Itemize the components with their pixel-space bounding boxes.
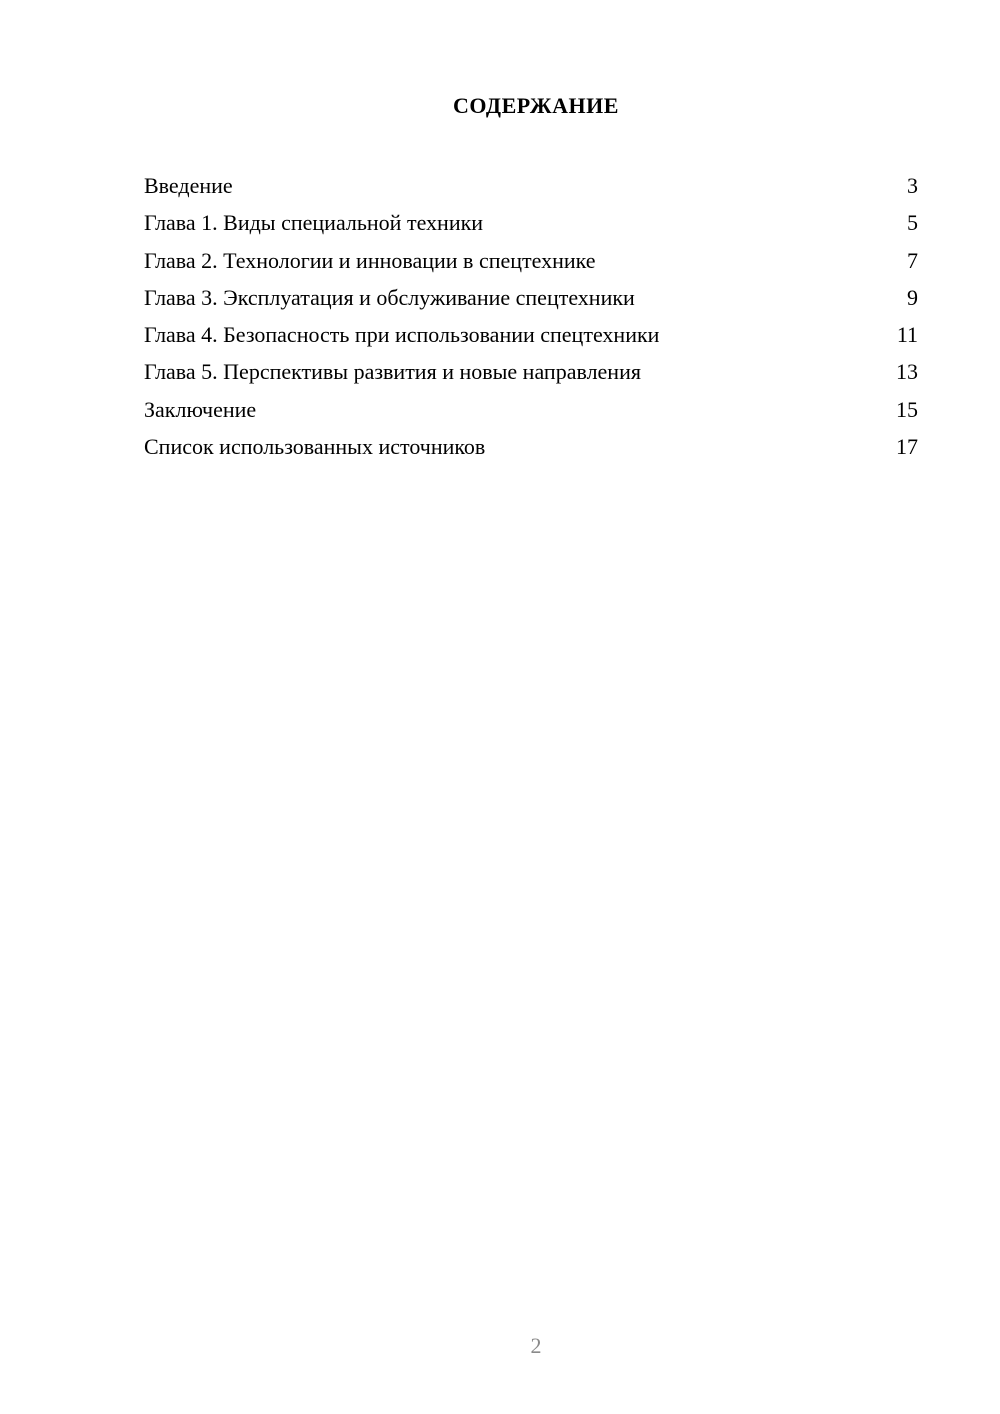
toc-item <box>144 428 918 465</box>
toc-item-page: 3 <box>907 173 918 198</box>
toc-item <box>144 167 918 204</box>
toc-item-page: 13 <box>896 359 918 385</box>
toc-item <box>144 391 918 428</box>
toc-item <box>144 353 918 390</box>
toc-item <box>144 316 918 353</box>
toc-item-label: Глава 4. Безопасность при использовании спецтехники <box>144 322 660 348</box>
toc-item <box>144 242 918 279</box>
toc-item-page: 15 <box>896 396 918 422</box>
toc-item-label: Заключение <box>144 396 257 422</box>
toc-item-label: Глава 5. Перспективы развития и новые направления <box>144 359 641 385</box>
toc-item-label: Список использованных источников <box>144 434 486 460</box>
toc-item-label: Глава 3. Эксплуатация и обслуживание спецтехники <box>144 284 635 310</box>
page-title: СОДЕРЖАНИЕ <box>453 93 619 118</box>
toc-item-page: 9 <box>907 284 918 310</box>
table-of-contents <box>144 167 918 465</box>
toc-item-label: Глава 2. Технологии и инновации в спецтехнике <box>144 247 596 273</box>
toc-item-page: 7 <box>907 247 918 273</box>
page-number: 2 <box>530 1333 542 1358</box>
toc-item-page: 17 <box>896 434 918 460</box>
toc-item-label: Глава 1. Виды специальной техники <box>144 210 484 236</box>
toc-item-page: 11 <box>896 322 918 348</box>
toc-item-page: 5 <box>907 210 918 236</box>
toc-item <box>144 204 918 241</box>
toc-item <box>144 279 918 316</box>
toc-item-label: Введение <box>144 173 233 198</box>
